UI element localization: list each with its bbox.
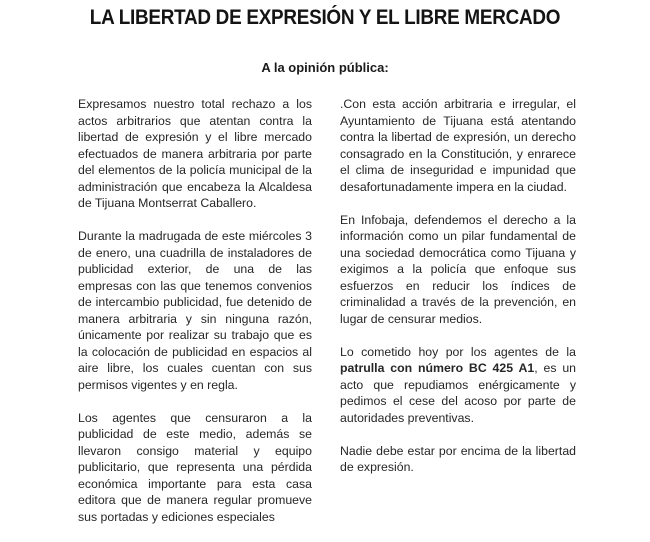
paragraph: En Infobaja, defendemos el derecho a la información como un pilar fundamental de una sociedad democrática como Tijuana y exigimos a la policía que enfoque sus esfuerzos en reducir los índices de criminalidad a través de la prevención, en lugar de censurar medios. [340, 212, 576, 326]
paragraph: Nadie debe estar por encima de la libertad de expresión. [340, 443, 576, 474]
paragraph-text: Lo cometido hoy por los agentes de la [340, 344, 576, 359]
paragraph [340, 344, 576, 427]
document-subtitle: A la opinión pública: [261, 60, 389, 75]
paragraph: Los agentes que censuraron a la publicidad de este medio, además se llevaron consigo material y equipo publicitario, que representa una pérdida económica importante para esta casa editora que de manera regular promueve sus portadas y ediciones especiales [78, 410, 312, 524]
document-title: LA LIBERTAD DE EXPRESIÓN Y EL LIBRE MERCADO [89, 6, 561, 29]
paragraph: .Con esta acción arbitraria e irregular, el Ayuntamiento de Tijuana está atentando contra la libertad de expresión, un derecho consagrado en la Constitución, y enrarece el clima de inseguridad e impunidad que desafortunadamente impera en la ciudad. [340, 97, 576, 194]
paragraph: Expresamos nuestro total rechazo a los actos arbitrarios que atentan contra la libertad de expresión y el libre mercado efectuados de manera arbitraria por parte del elementos de la policía municipal de la administración que encabeza la Alcaldesa de Tijuana Montserrat Caballero. [78, 97, 312, 210]
paragraph: Durante la madrugada de este miércoles 3 de enero, una cuadrilla de instaladores de publicidad exterior, de una de las empresas con las que tenemos convenios de intercambio publicidad, fue detenido de manera arbitraria y sin ninguna razón, únicamente por realizar su trabajo que es la colocación de publicidad en espacios al aire libre, los cuales cuentan con sus permisos vigentes y en regla. [78, 229, 312, 392]
patrol-number: patrulla con número BC 425 A1 [340, 361, 535, 375]
paragraph-text: , es un acto que repudiamos enérgicamente y pedimos el cese del acoso por parte de autoridades preventivas. [340, 361, 576, 425]
right-column [340, 96, 576, 492]
